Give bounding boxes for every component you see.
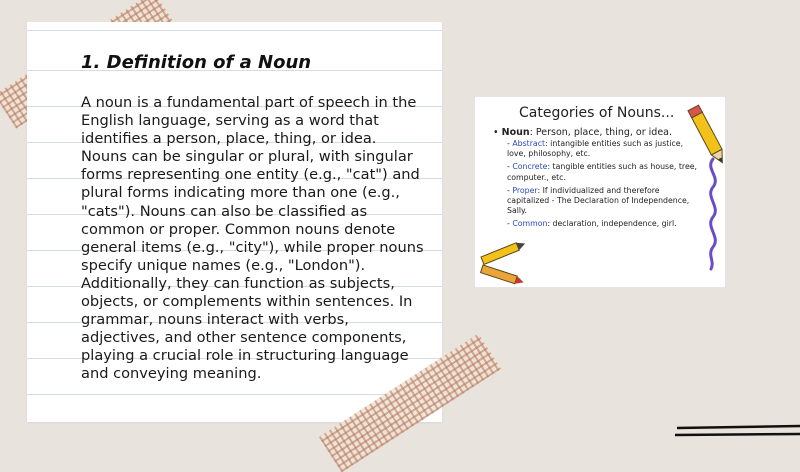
noun-subcategories	[493, 139, 698, 230]
subcategory-text: : declaration, independence, girl.	[547, 219, 677, 229]
crayons-icon	[481, 240, 527, 286]
subcategory-label: Common	[512, 219, 548, 229]
subcategory-text: : intangible entities such as justice, love, philosophy, etc.	[507, 139, 684, 159]
categories-of-nouns-image	[474, 96, 726, 288]
section-heading: 1. Definition of a Noun	[81, 52, 312, 73]
subcategory-text: : If individualized and therefore capitalized - The Declaration of Independence, Sally.	[507, 185, 690, 216]
noun-categories-list	[493, 127, 698, 234]
noun-main-bullet	[493, 127, 698, 230]
dash-glyph: -	[507, 185, 510, 195]
decorative-lines	[675, 424, 800, 444]
subcategory-text: : tangible entities such as house, tree, computer., etc.	[507, 162, 698, 182]
subcategory-proper	[507, 186, 698, 217]
noun-label: Noun	[501, 127, 530, 138]
dash-glyph: -	[507, 139, 510, 148]
subcategory-abstract	[507, 139, 698, 159]
subcategory-label: Abstract	[512, 139, 546, 148]
dash-glyph: -	[507, 162, 510, 172]
subcategory-common	[507, 219, 698, 229]
dash-glyph: -	[507, 219, 510, 229]
image-title: Categories of Nouns...	[519, 105, 675, 121]
definition-paragraph: A noun is a fundamental part of speech in the English language, serving as a word that identifies a person, place, thing, or idea. Nouns can be singular or plural, with singular forms representing one entity (e.g., "cat") and plural forms indicating more than one (e.g., "cats"). Nouns can also be classified as common or proper. Common nouns denote general items (e.g., "city"), while proper nouns specify unique names (e.g., "London"). Additionally, they can function as subjects, objects, or complements within sentences. In grammar, nouns interact with verbs, adjectives, and other sentence components, playing a crucial role in structuring language and conveying meaning.	[81, 94, 424, 383]
subcategory-label: Concrete	[512, 162, 548, 172]
noun-definition: : Person, place, thing, or idea.	[529, 127, 673, 138]
subcategory-label: Proper	[512, 185, 538, 195]
bullet-glyph: •	[493, 127, 499, 138]
squiggle-line-icon	[711, 159, 716, 269]
subcategory-concrete	[507, 162, 698, 182]
